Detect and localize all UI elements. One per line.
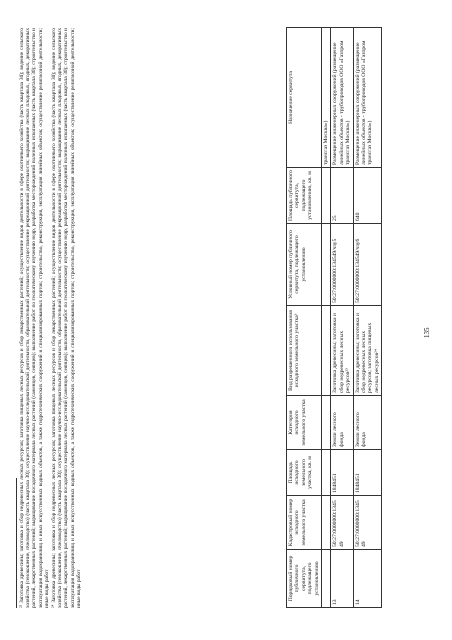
header-cell: Категория исходного земельного участка [287, 396, 322, 450]
header-cell: Площадь публичного сервитута, подлежащего установлению, кв. м [287, 168, 322, 224]
table-row-carry [322, 28, 331, 608]
footnote-rule [16, 478, 17, 608]
table-cell: Размещение инженерных сооружений (размещение линейных объектов - трубопроводов ООО «Газпром трансгаз Москва») [331, 28, 353, 168]
table-cell: 50:27:0000000:134549/чзу6 [353, 224, 382, 306]
table-cell: 1848451 [331, 450, 353, 496]
footnote-23: ²³ Заготовка древесины; заготовка и сбор недревесных лесных ресурсов; заготовка пищевых лесных ресурсов и сбор лекарственных растений; осуществление видов деятельности в сфере охотничьего хозяйства (часть квартала 30); ведение сельского хозяйства (сенокошение, пчеловодство) (часть квартала 30); осуществление научно-исследовательской деятельности, образовательной деятельности; осуществление рекреационной деятельности; выращивание лесных плодовых, ягодных, декоративных растений, лекарственных растений; выращивание посадочного материала лесных растений (саженцев, сеянцев); выполнение работ по геологическому изучению недр, разработка месторождений полезных ископаемых (часть квартала 30); строительство и эксплуатация водохранилищ и иных искусственных водных объектов, а также гидротехнических сооружений и специализированных портов; строительство, реконструкция, эксплуатация линейных объектов; осуществление религиозной деятельности; иные виды работ [19, 28, 50, 608]
header-cell: Кадастровый номер исходного земельного участка [287, 496, 322, 550]
header-cell: Порядковый номер публичного сервитута, подлежащего установлению [287, 550, 322, 608]
table-cell: Заготовка древесины; заготовка и сбор недревесных лесных ресурсов²³ [331, 306, 353, 396]
table-header-row [287, 28, 322, 608]
table-cell: Размещение инженерных сооружений (размещение линейных объектов - трубопроводов ООО «Газпром трансгаз Москва») [353, 28, 382, 168]
page-number: 135 [423, 327, 431, 338]
table-cell: 50:27:0000000:134549 [353, 496, 382, 550]
table-cell: Земли лесного фонда [331, 396, 353, 450]
table-cell: Земли лесного фонда [353, 396, 382, 450]
footnotes [16, 28, 83, 608]
header-cell: Назначение сервитута [287, 28, 322, 168]
header-cell: Условный номер публичного сервитута, подлежащего установлению [287, 224, 322, 306]
table-cell: 50:27:0000000:134549 [331, 496, 353, 550]
table-cell: 14 [353, 550, 382, 608]
table-cell: 640 [353, 168, 382, 224]
footnote-24: ²⁴ Заготовка древесины; заготовка и сбор недревесных лесных ресурсов; заготовка пищевых лесных ресурсов и сбор лекарственных растений; осуществление видов деятельности в сфере охотничьего хозяйства (часть квартала 30); ведение сельского хозяйства (сенокошение, пчеловодство) (часть квартала 30); осуществление научно-исследовательской деятельности, образовательной деятельности; осуществление рекреационной деятельности; выращивание лесных плодовых, ягодных, декоративных растений, лекарственных растений; выращивание посадочного материала лесных растений (саженцев, сеянцев); выполнение работ по геологическому изучению недр, разработка месторождений полезных ископаемых (часть квартала 30); строительство и эксплуатация водохранилищ и иных искусственных водных объектов, а также гидротехнических сооружений и специализированных портов; строительство, реконструкция, эксплуатация линейных объектов; осуществление религиозной деятельности; иные виды работ [51, 28, 82, 608]
table-row [353, 28, 382, 608]
header-cell: Площадь исходного земельного участка, кв. м [287, 450, 322, 496]
table-cell: 50:27:0000000:134549/чзу5 [331, 224, 353, 306]
table-row [331, 28, 353, 608]
carry-over-cell: трансгаз Москва») [322, 28, 331, 168]
table-cell: 1848451 [353, 450, 382, 496]
rotated-page [16, 28, 436, 608]
table-cell: 13 [331, 550, 353, 608]
servitude-table [286, 27, 382, 608]
table-cell: 25 [331, 168, 353, 224]
header-cell: Вид разрешенного использования исходного земельного участка³ [287, 306, 322, 396]
table-cell: Заготовка древесины; заготовка и сбор недревесных лесных ресурсов; заготовка пищевых лесных ресурсов²⁴ [353, 306, 382, 396]
